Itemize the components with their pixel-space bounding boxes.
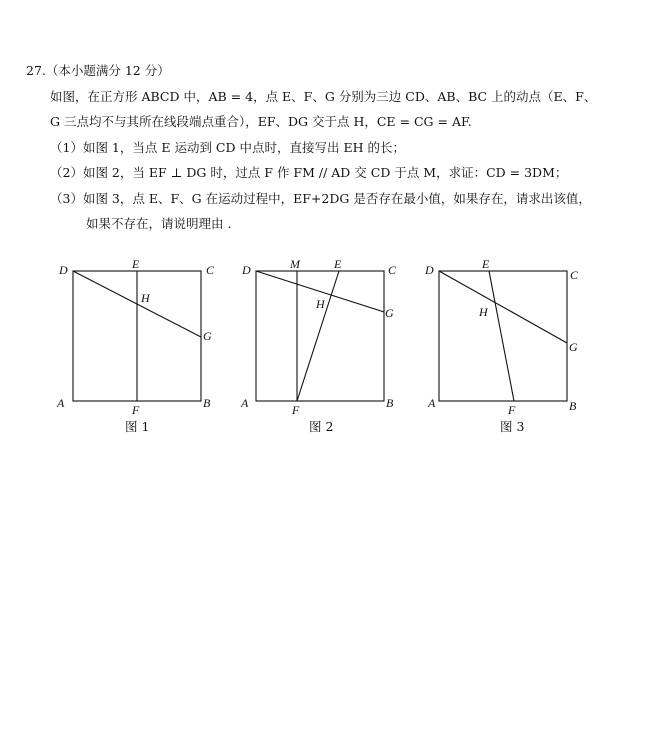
figure-1-caption: 图 1 [125,419,150,434]
label-m: M [290,257,300,271]
label-g: G [385,306,394,320]
problem-text-line: 如图，在正方形 ABCD 中，AB = 4，点 E、F、G 分别为三边 CD、AB、BC 上的动点（E、F、 [50,88,597,104]
figure-1-labels [56,257,215,434]
label-d: D [425,263,434,277]
figure-1 [73,271,201,401]
label-h: H [479,305,488,319]
label-c: C [206,263,215,277]
square-abcd [256,271,384,401]
problem-text-line: G 三点均不与其所在线段端点重合），EF、DG 交于点 H，CE = CG = AF. [50,114,472,129]
label-a: A [241,396,249,410]
label-c: C [388,263,397,277]
segment-ef [489,271,514,401]
figure-3-labels [424,257,579,434]
question-2: （2）如图 2，当 EF ⊥ DG 时，过点 F 作 FM // AD 交 CD 于点 M，求证：CD = 3DM； [50,165,568,180]
label-f: F [508,403,516,417]
problem-header: 27.（本小题满分 12 分） [26,63,170,78]
segment-dg [439,271,567,343]
question-1: （1）如图 1，当点 E 运动到 CD 中点时，直接写出 EH 的长； [50,139,405,155]
label-h: H [141,291,150,305]
label-g: G [203,329,212,343]
label-d: D [242,263,251,277]
label-b: B [203,396,211,410]
label-d: D [59,263,68,277]
square-abcd [439,271,567,401]
label-c: C [570,268,579,282]
label-h: H [316,297,325,311]
label-f: F [132,403,140,417]
label-e: E [334,257,342,271]
figure-2 [256,271,384,401]
label-e: E [132,257,140,271]
figure-2-labels [240,257,397,434]
question-3: （3）如图 3，点 E、F、G 在运动过程中，EF+2DG 是否存在最小值，如果存在，请求出该值， [50,190,591,206]
label-b: B [569,399,577,413]
figures [0,250,649,450]
label-a: A [57,396,65,410]
question-3-continued: 如果不存在，请说明理由 . [86,216,232,231]
figure-3-caption: 图 3 [500,419,525,434]
problem-27 [26,58,626,237]
label-a: A [428,396,436,410]
figure-3 [439,271,567,401]
label-g: G [569,340,578,354]
figure-2-caption: 图 2 [309,419,334,434]
label-e: E [482,257,490,271]
label-b: B [386,396,394,410]
label-f: F [292,403,300,417]
